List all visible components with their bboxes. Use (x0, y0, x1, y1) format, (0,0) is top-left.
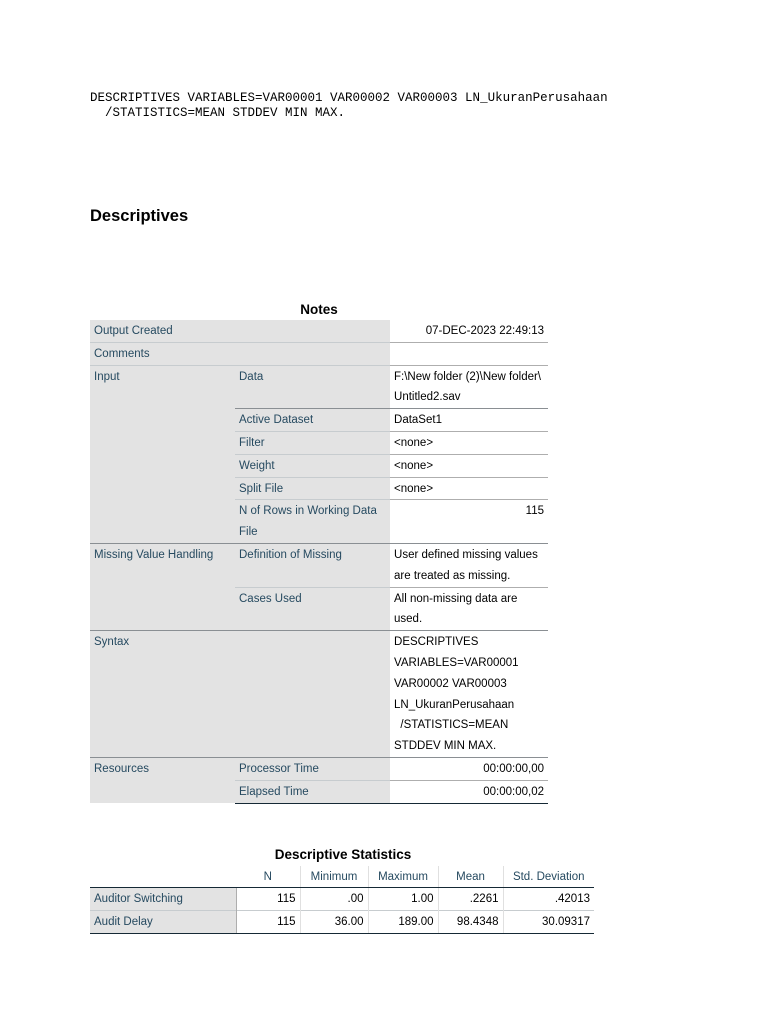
elapsed-time-label: Elapsed Time (235, 780, 390, 803)
output-created-label: Output Created (90, 320, 390, 342)
output-created-value: 07-DEC-2023 22:49:13 (390, 320, 548, 342)
table-row (90, 320, 548, 342)
cell-n: 115 (236, 888, 300, 911)
split-file-label: Split File (235, 477, 390, 500)
processor-time-label: Processor Time (235, 757, 390, 780)
comments-value (390, 342, 548, 365)
notes-title: Notes (300, 302, 338, 317)
syntax-value: DESCRIPTIVES VARIABLES=VAR00001 VAR00002 VAR00003 LN_UkuranPerusahaan /STATISTICS=MEAN STDDEV MIN MAX. (390, 631, 548, 758)
cell-mean: .2261 (438, 888, 503, 911)
table-row (90, 543, 548, 587)
table-header-row (90, 866, 594, 888)
table-row (90, 365, 548, 409)
descriptive-stats-title: Descriptive Statistics (274, 847, 412, 862)
elapsed-time-value: 00:00:00,02 (390, 780, 548, 803)
missing-value-label: Missing Value Handling (90, 543, 235, 630)
split-file-value: <none> (390, 477, 548, 500)
syntax-line-1: DESCRIPTIVES VARIABLES=VAR00001 VAR00002 VAR00003 LN_UkuranPerusahaan (90, 91, 608, 105)
definition-missing-value: User defined missing values are treated as missing. (390, 543, 548, 587)
weight-label: Weight (235, 454, 390, 477)
cell-mean: 98.4348 (438, 911, 503, 934)
cell-n: 115 (236, 911, 300, 934)
cell-maximum: 1.00 (368, 888, 438, 911)
descriptive-stats-table (90, 866, 594, 934)
syntax-line-2: /STATISTICS=MEAN STDDEV MIN MAX. (90, 105, 346, 120)
cell-std-deviation: 30.09317 (503, 911, 594, 934)
cell-std-deviation: .42013 (503, 888, 594, 911)
n-rows-label: N of Rows in Working Data File (235, 500, 390, 544)
processor-time-value: 00:00:00,00 (390, 757, 548, 780)
header-blank (90, 866, 236, 888)
filter-value: <none> (390, 431, 548, 454)
cell-minimum: .00 (300, 888, 368, 911)
cell-maximum: 189.00 (368, 911, 438, 934)
syntax-label: Syntax (90, 631, 390, 758)
table-row (90, 631, 548, 758)
table-row (90, 911, 594, 934)
weight-value: <none> (390, 454, 548, 477)
definition-missing-label: Definition of Missing (235, 543, 390, 587)
resources-label: Resources (90, 757, 235, 803)
cases-used-label: Cases Used (235, 587, 390, 631)
notes-table (90, 320, 548, 804)
row-label: Auditor Switching (90, 888, 236, 911)
header-std-deviation: Std. Deviation (503, 866, 594, 888)
header-minimum: Minimum (300, 866, 368, 888)
table-row (90, 342, 548, 365)
data-value: F:\New folder (2)\New folder\ Untitled2.sav (390, 365, 548, 409)
data-label: Data (235, 365, 390, 409)
row-label: Audit Delay (90, 911, 236, 934)
comments-label: Comments (90, 342, 390, 365)
section-heading: Descriptives (90, 207, 189, 225)
cell-minimum: 36.00 (300, 911, 368, 934)
cases-used-value: All non-missing data are used. (390, 587, 548, 631)
table-row (90, 888, 594, 911)
n-rows-value: 115 (390, 500, 548, 544)
syntax-command (90, 91, 608, 120)
active-dataset-label: Active Dataset (235, 409, 390, 432)
filter-label: Filter (235, 431, 390, 454)
header-mean: Mean (438, 866, 503, 888)
header-n: N (236, 866, 300, 888)
input-label: Input (90, 365, 235, 543)
header-maximum: Maximum (368, 866, 438, 888)
active-dataset-value: DataSet1 (390, 409, 548, 432)
table-row (90, 757, 548, 780)
